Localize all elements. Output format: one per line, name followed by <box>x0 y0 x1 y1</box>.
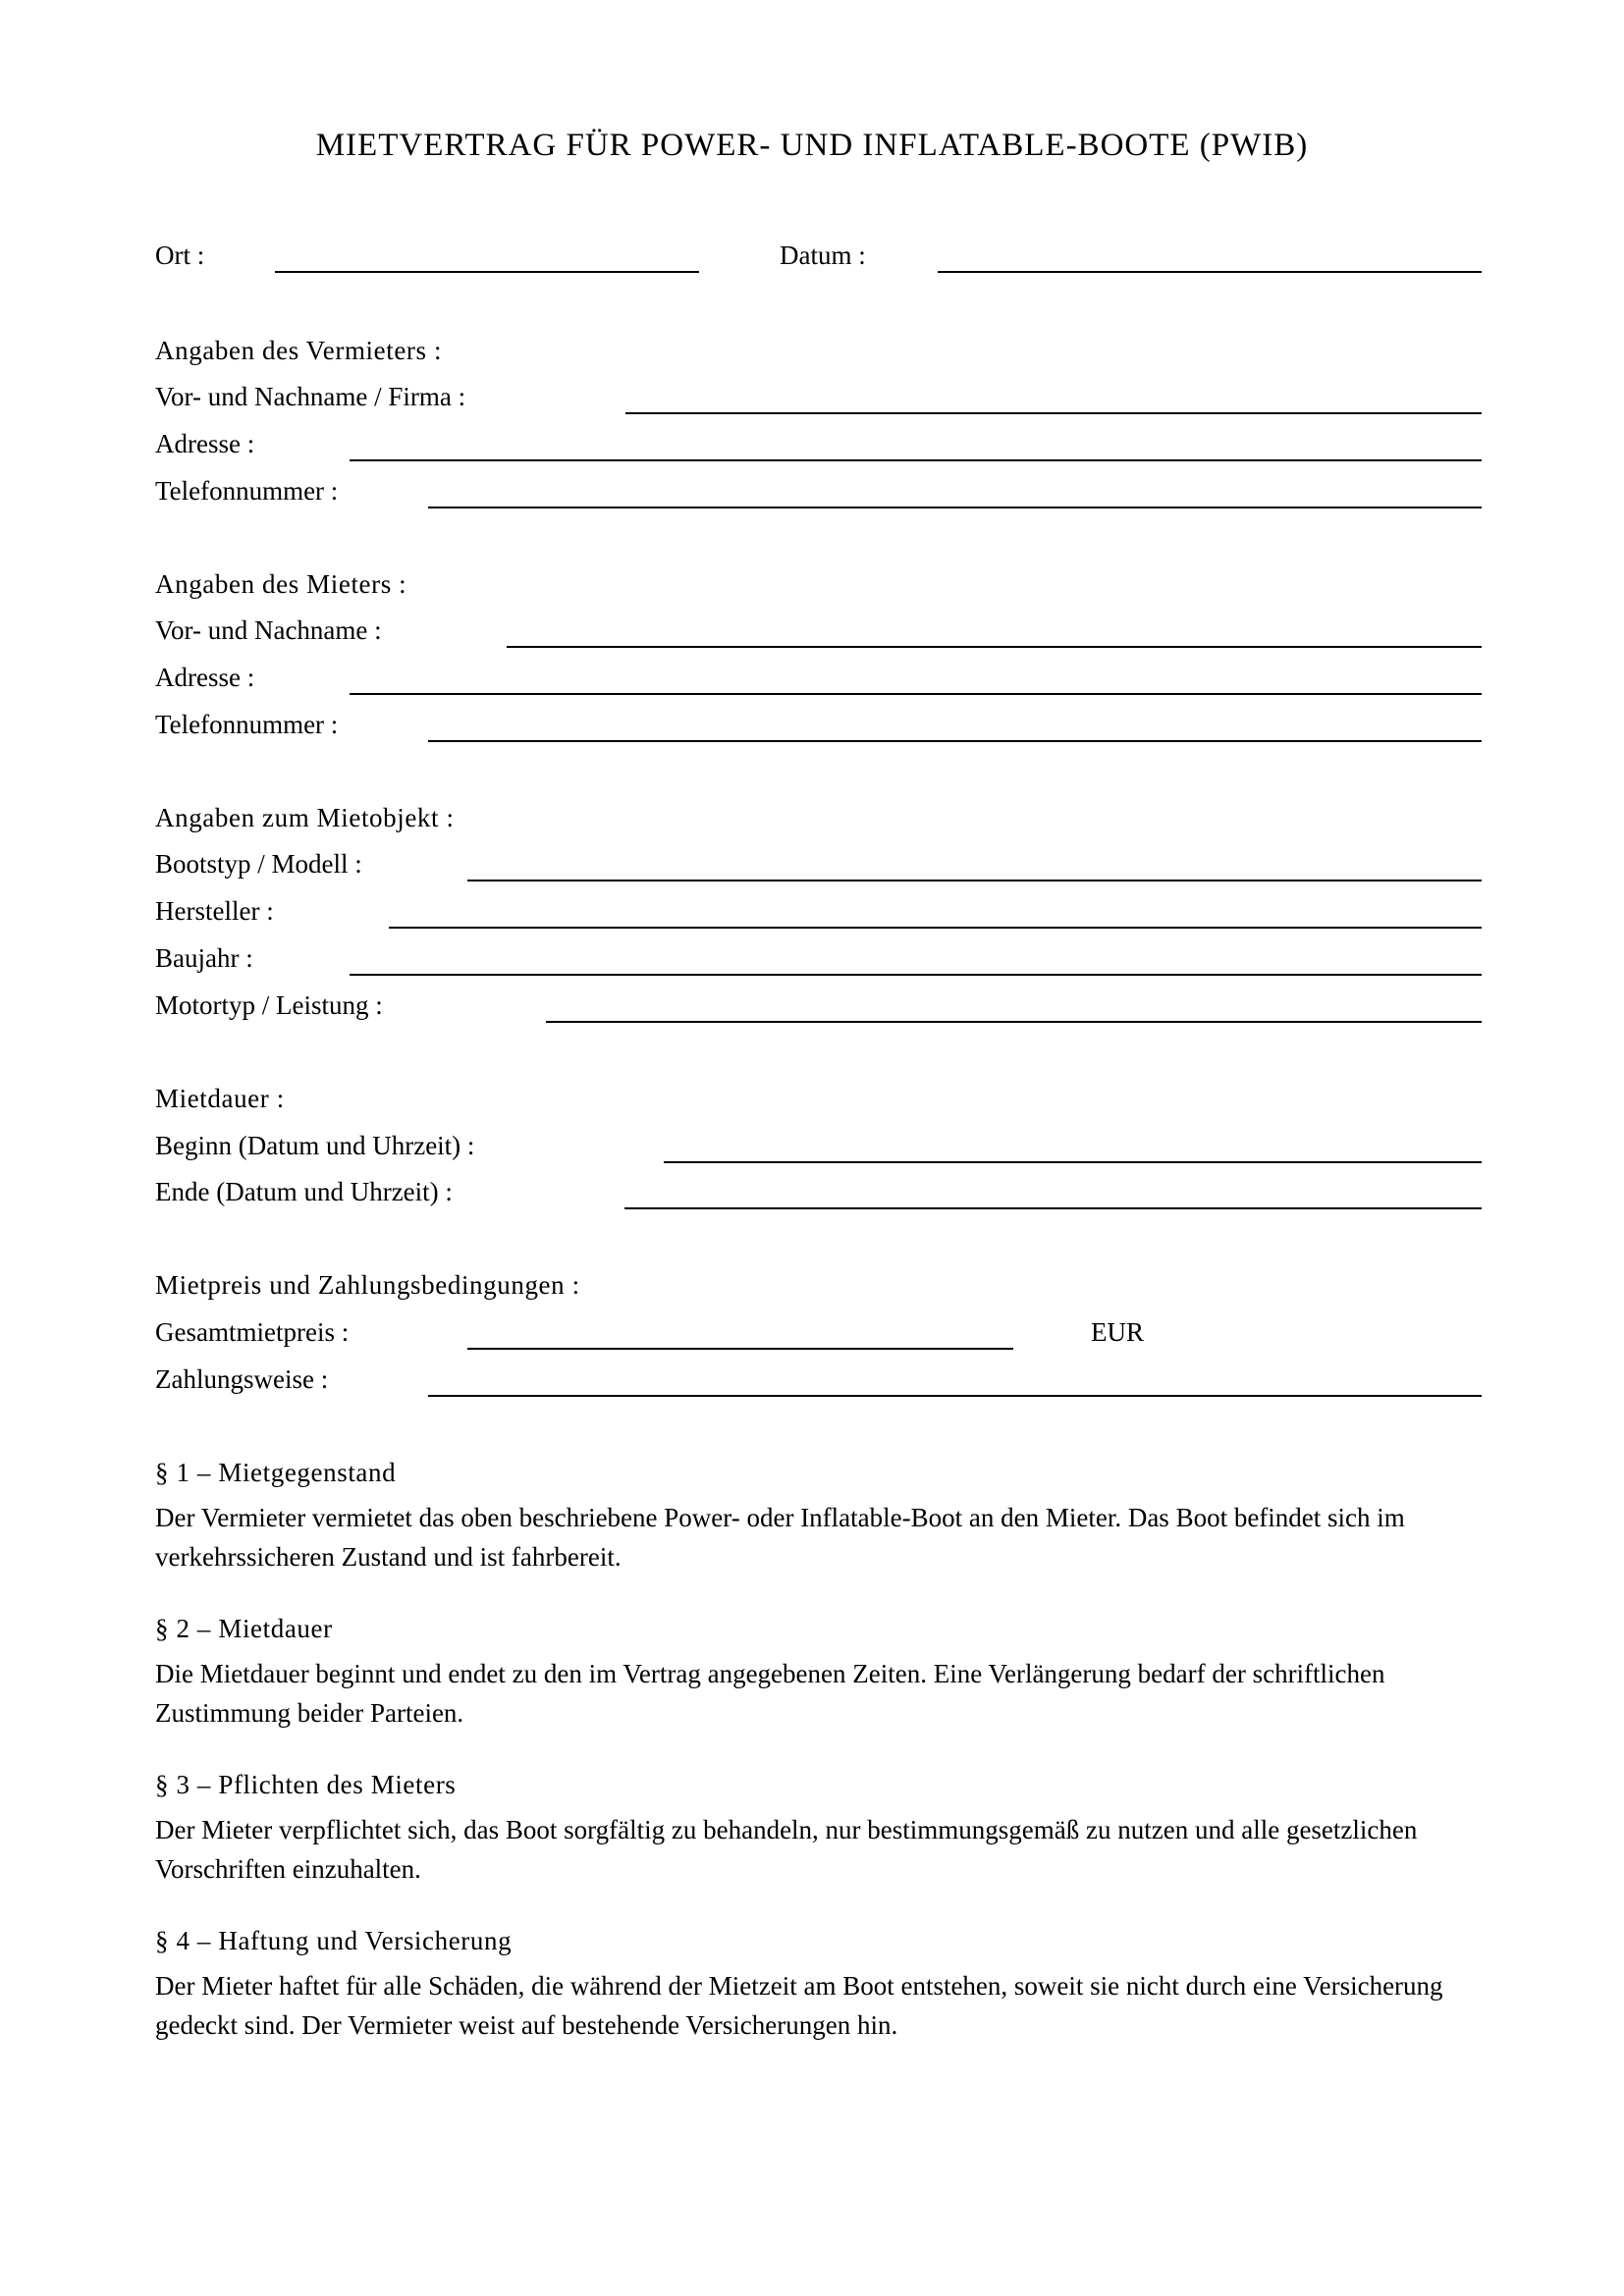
mietdauer-heading: Mietdauer : <box>155 1084 285 1113</box>
bootstyp-underline <box>467 880 1482 881</box>
baujahr-label: Baujahr : <box>155 943 253 973</box>
document-title: MIETVERTRAG FÜR POWER- UND INFLATABLE-BOOTE (PWIB) <box>315 128 1309 163</box>
ort-label: Ort : <box>155 240 205 270</box>
gesamtmietpreis-field[interactable] <box>467 1315 1013 1349</box>
vermieter-telefon-underline <box>428 507 1482 508</box>
hersteller-field[interactable] <box>389 894 1482 928</box>
vermieter-name-underline <box>625 412 1482 414</box>
mieter-name-field[interactable] <box>507 614 1482 647</box>
beginn-underline <box>664 1161 1482 1163</box>
bootstyp-field[interactable] <box>467 847 1482 881</box>
mieter-heading: Angaben des Mieters : <box>155 569 407 599</box>
bootstyp-label: Bootstyp / Modell : <box>155 849 362 879</box>
section-3-text: Der Mieter verpflichtet sich, das Boot sorgfältig zu behandeln, nur bestimmungsgemäß zu nutzen und alle gesetzlichen Vorschriften einzuhalten. <box>155 1815 1418 1884</box>
ort-underline <box>275 271 699 273</box>
beginn-label: Beginn (Datum und Uhrzeit) : <box>155 1131 475 1160</box>
beginn-field[interactable] <box>664 1129 1482 1162</box>
gesamtmietpreis-underline <box>467 1348 1013 1350</box>
datum-underline <box>938 271 1482 273</box>
vermieter-telefon-field[interactable] <box>428 474 1482 507</box>
vermieter-adresse-underline <box>350 459 1482 461</box>
motortyp-field[interactable] <box>546 988 1482 1022</box>
baujahr-field[interactable] <box>350 941 1482 975</box>
motortyp-label: Motortyp / Leistung : <box>155 990 383 1020</box>
vermieter-adresse-field[interactable] <box>350 427 1482 460</box>
vermieter-name-field[interactable] <box>625 380 1482 413</box>
gesamtmietpreis-label: Gesamtmietpreis : <box>155 1317 350 1347</box>
motortyp-underline <box>546 1021 1482 1023</box>
mieter-telefon-field[interactable] <box>428 708 1482 741</box>
datum-field[interactable] <box>938 239 1482 272</box>
vermieter-adresse-label: Adresse : <box>155 429 255 458</box>
hersteller-underline <box>389 927 1482 929</box>
section-3-heading: § 3 – Pflichten des Mieters <box>155 1770 457 1799</box>
ende-field[interactable] <box>624 1175 1482 1208</box>
ende-label: Ende (Datum und Uhrzeit) : <box>155 1177 453 1206</box>
zahlungsweise-underline <box>428 1395 1482 1397</box>
section-1-heading: § 1 – Mietgegenstand <box>155 1458 397 1487</box>
mieter-telefon-label: Telefonnummer : <box>155 710 339 739</box>
datum-label: Datum : <box>780 240 866 270</box>
zahlungsweise-label: Zahlungsweise : <box>155 1364 329 1394</box>
zahlung-heading: Mietpreis und Zahlungsbedingungen : <box>155 1270 580 1300</box>
zahlungsweise-field[interactable] <box>428 1362 1482 1396</box>
vermieter-name-label: Vor- und Nachname / Firma : <box>155 382 466 411</box>
mieter-adresse-field[interactable] <box>350 661 1482 694</box>
baujahr-underline <box>350 974 1482 976</box>
section-1-text: Der Vermieter vermietet das oben beschriebene Power- oder Inflatable-Boot an den Mieter. Das Boot befindet sich im verkehrssicheren Zustand und ist fahrbereit. <box>155 1503 1405 1572</box>
section-4-heading: § 4 – Haftung und Versicherung <box>155 1926 513 1955</box>
hersteller-label: Hersteller : <box>155 896 274 926</box>
mieter-adresse-label: Adresse : <box>155 663 255 692</box>
vermieter-telefon-label: Telefonnummer : <box>155 476 339 506</box>
section-2-text: Die Mietdauer beginnt und endet zu den im Vertrag angegebenen Zeiten. Eine Verlängerung bedarf der schriftlichen Zustimmung beider Parteien. <box>155 1659 1385 1728</box>
vermieter-heading: Angaben des Vermieters : <box>155 336 443 365</box>
ort-field[interactable] <box>275 239 699 272</box>
mieter-name-label: Vor- und Nachname : <box>155 615 382 645</box>
currency-label: EUR <box>1091 1317 1144 1347</box>
mieter-telefon-underline <box>428 740 1482 742</box>
mieter-name-underline <box>507 646 1482 648</box>
section-2-heading: § 2 – Mietdauer <box>155 1614 333 1643</box>
section-4-text: Der Mieter haftet für alle Schäden, die während der Mietzeit am Boot entstehen, soweit sie nicht durch eine Versicherung gedeckt sind. Der Vermieter weist auf bestehende Versicherungen hin. <box>155 1971 1443 2040</box>
ende-underline <box>624 1207 1482 1209</box>
mietobjekt-heading: Angaben zum Mietobjekt : <box>155 803 455 832</box>
mieter-adresse-underline <box>350 693 1482 695</box>
